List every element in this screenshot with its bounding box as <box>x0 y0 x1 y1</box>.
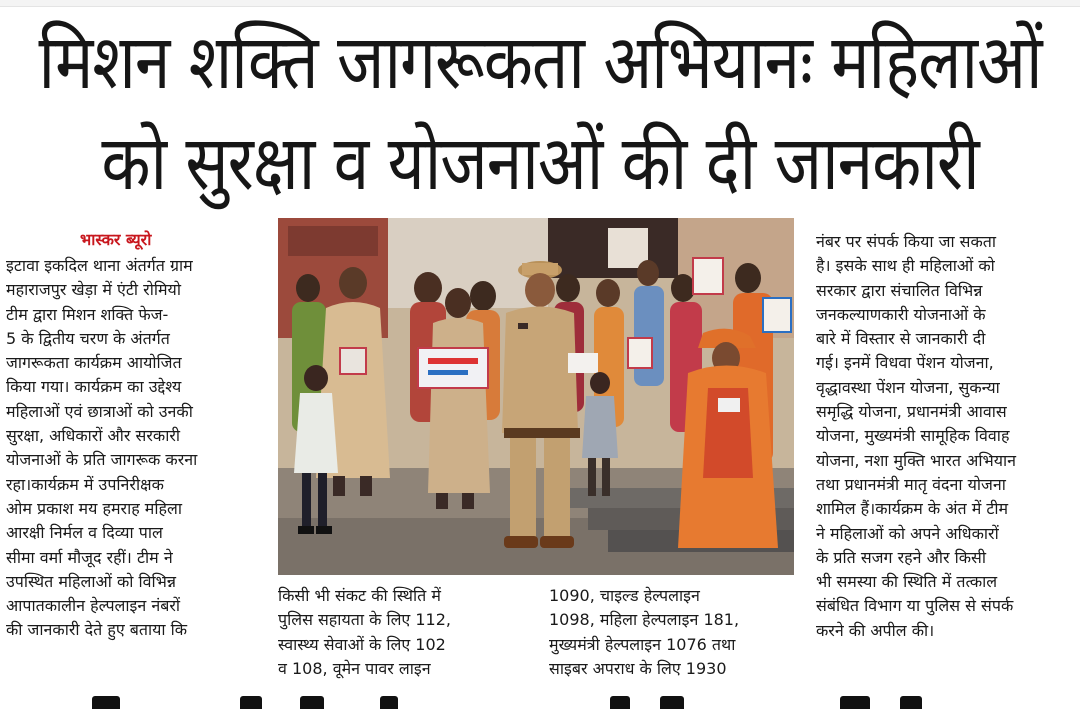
article-line: सुरक्षा, अधिकारों और सरकारी <box>6 426 181 446</box>
article-line: किसी भी संकट की स्थिति में <box>278 586 441 605</box>
article-line: महाराजपुर खेड़ा में एंटी रोमियो <box>6 280 181 300</box>
article-line: योजना, नशा मुक्ति भारत अभियान <box>816 450 1017 470</box>
article-line: करने की अपील की। <box>816 620 935 640</box>
news-photo-illustration <box>278 218 794 575</box>
article-line: सीमा वर्मा मौजूद रहीं। टीम ने <box>6 547 173 567</box>
article-line: योजनाओं के प्रति जागरूक करना <box>6 450 198 470</box>
article-line: भी समस्या की स्थिति में तत्काल <box>816 572 998 592</box>
article-line: समृद्धि योजना, प्रधानमंत्री आवास <box>816 402 1007 422</box>
article-line: इटावा इकदिल थाना अंतर्गत ग्राम <box>6 256 193 275</box>
article-line: ने महिलाओं को अपने अधिकारों <box>816 523 999 543</box>
article-line: 1098, महिला हेल्पलाइन 181, <box>549 610 740 630</box>
article-line: वृद्धावस्था पेंशन योजना, सुकन्या <box>816 377 1000 397</box>
headline-line-1: मिशन शक्ति जागरूकता अभियानः महिलाओं <box>38 19 1042 107</box>
article-line: रहा।कार्यक्रम में उपनिरीक्षक <box>6 474 164 494</box>
article-line: तथा प्रधानमंत्री मातृ वंदना योजना <box>816 474 1006 494</box>
headline-line-2: को सुरक्षा व योजनाओं की दी जानकारी <box>101 120 979 208</box>
article-line: सरकार द्वारा संचालित विभिन्न <box>816 280 983 300</box>
byline: भास्कर ब्यूरो <box>80 230 152 249</box>
article-line: योजना, मुख्यमंत्री सामूहिक विवाह <box>816 426 1010 446</box>
article-line: व 108, वूमेन पावर लाइन <box>278 658 431 678</box>
article-line: नंबर पर संपर्क किया जा सकता <box>816 232 997 251</box>
article-line: स्वास्थ्य सेवाओं के लिए 102 <box>278 634 446 654</box>
article-line: महिलाओं एवं छात्राओं को उनकी <box>6 401 193 421</box>
article-column-3 <box>549 584 795 681</box>
article-line: मुख्यमंत्री हेल्पलाइन 1076 तथा <box>549 634 736 654</box>
article-line: जनकल्याणकारी योजनाओं के <box>816 304 986 324</box>
article-line: की जानकारी देते हुए बताया कि <box>6 620 188 640</box>
article-column-1 <box>6 254 252 643</box>
article-line: किया गया। कार्यक्रम का उद्देश्य <box>6 377 182 397</box>
article-line: टीम द्वारा मिशन शक्ति फेज- <box>6 304 169 324</box>
article-line: उपस्थित महिलाओं को विभिन्न <box>6 571 177 591</box>
article-line: पुलिस सहायता के लिए 112, <box>278 610 451 630</box>
article-line: गई। इनमें विधवा पेंशन योजना, <box>816 353 994 373</box>
article-line: साइबर अपराध के लिए 1930 <box>549 658 727 678</box>
article-line: बारे में विस्तार से जानकारी दी <box>816 329 986 349</box>
article-line: 1090, चाइल्ड हेल्पलाइन <box>549 586 700 605</box>
top-page-strip <box>0 0 1080 7</box>
article-line: शामिल हैं।कार्यक्रम के अंत में टीम <box>816 499 1009 519</box>
article-line: जागरूकता कार्यक्रम आयोजित <box>6 353 182 373</box>
news-photo <box>278 218 794 575</box>
article-line: संबंधित विभाग या पुलिस से संपर्क <box>816 596 1014 616</box>
article-line: ओम प्रकाश मय हमराह महिला <box>6 498 182 518</box>
article-column-4 <box>816 230 1066 643</box>
article-line: 5 के द्वितीय चरण के अंतर्गत <box>6 328 170 348</box>
article-line: आपातकालीन हेल्पलाइन नंबरों <box>6 596 181 616</box>
article-line: आरक्षी निर्मल व दिव्या पाल <box>6 523 163 543</box>
next-headline-strip <box>0 696 1080 709</box>
article-line: है। इसके साथ ही महिलाओं को <box>816 256 995 276</box>
article-column-2 <box>278 584 524 681</box>
article-line: के प्रति सजग रहने और किसी <box>816 547 987 567</box>
